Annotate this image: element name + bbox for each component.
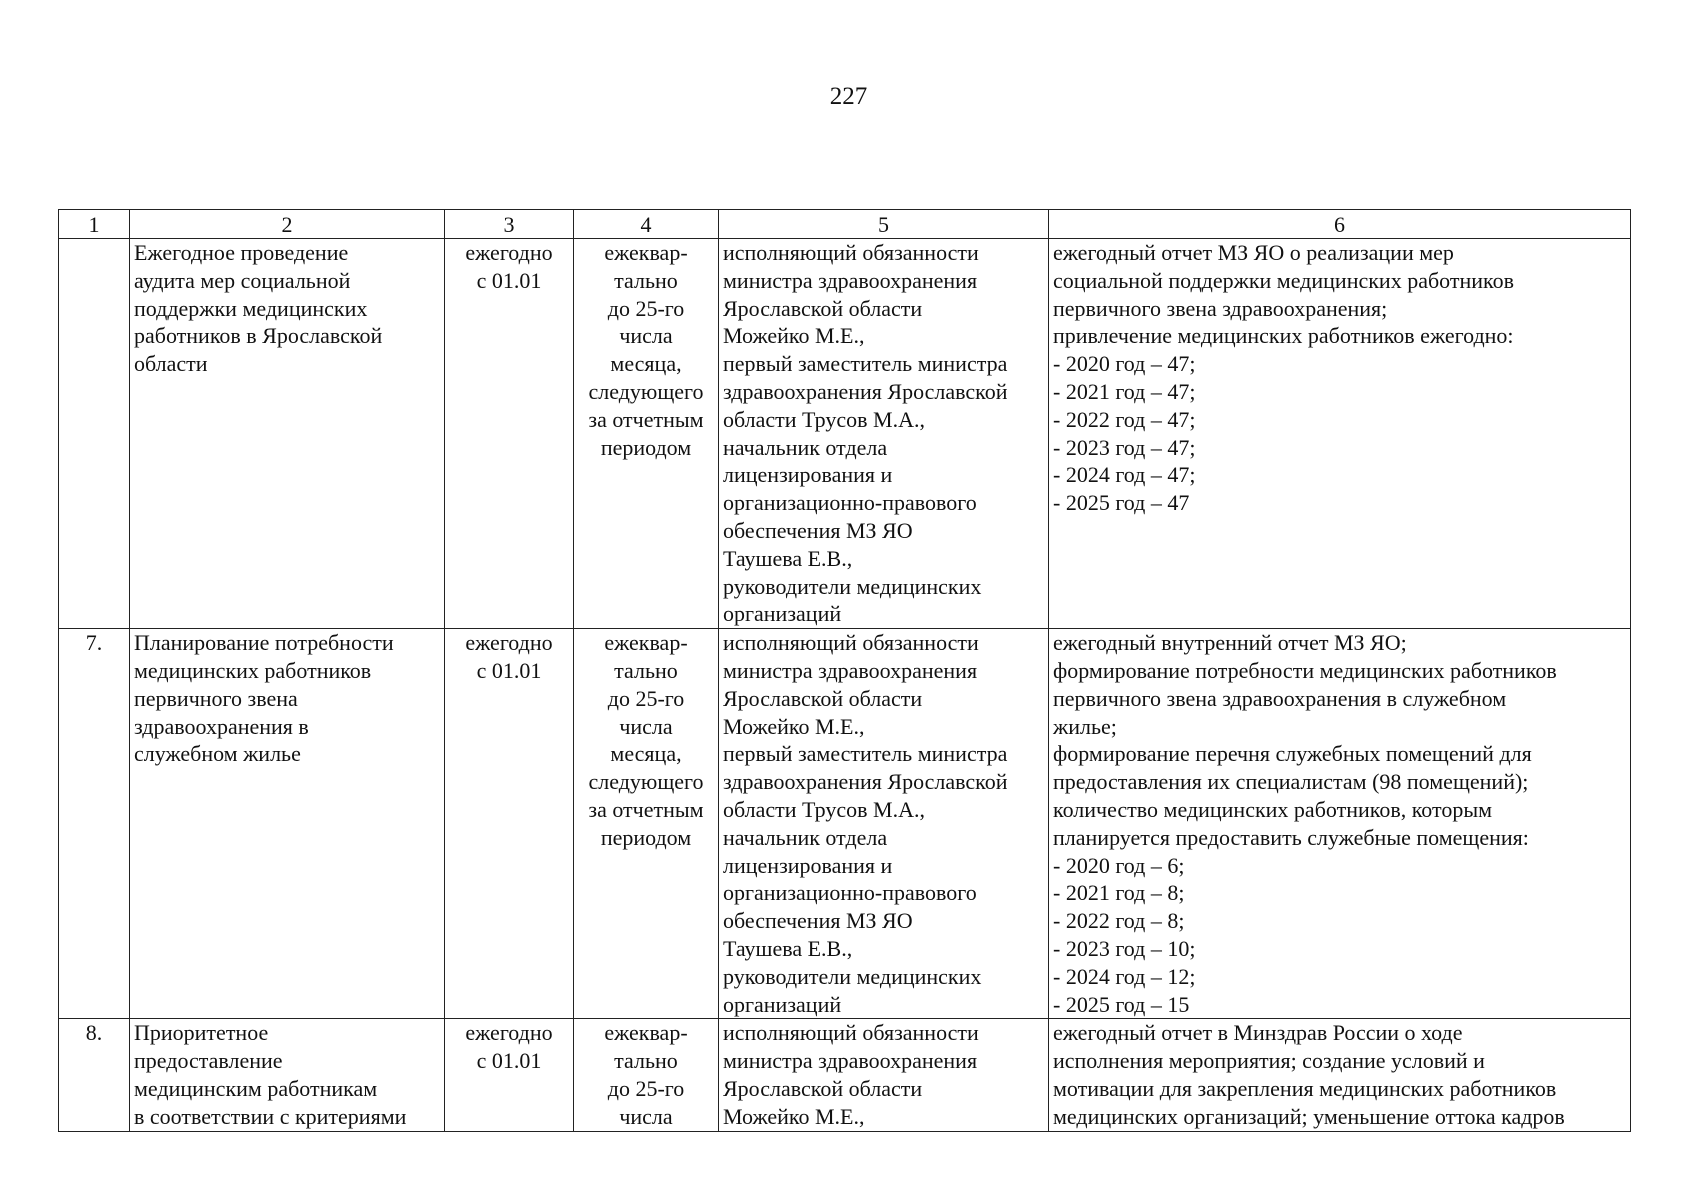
cell-line: ежеквар- (604, 240, 688, 265)
cell-line: организаций (723, 991, 842, 1017)
cell-line: - 2023 год – 47; (1053, 434, 1196, 460)
cell-line: до 25-го (607, 295, 685, 321)
column-header-2: 2 (130, 210, 445, 239)
cell-line: Ярославской области (723, 1075, 923, 1101)
cell-line: ежегодно (465, 1020, 553, 1046)
cell-line: за отчетным (588, 406, 704, 432)
measures-table (58, 209, 1631, 1132)
cell-line: организационно-правового (723, 490, 977, 516)
cell-line: Можейко М.Е., (723, 713, 865, 739)
cell-line: в соответствии с критериями (134, 1103, 407, 1129)
row-number: 8. (59, 1019, 130, 1131)
cell-line: Ярославской области (723, 295, 923, 321)
cell-line: работников в Ярославской (134, 323, 383, 349)
cell-line: - 2024 год – 12; (1053, 963, 1196, 989)
cell-line: начальник отдела (723, 824, 888, 850)
cell-line: медицинским работникам (134, 1075, 378, 1101)
cell-line: - 2025 год – 15 (1053, 991, 1190, 1017)
deadline-cell (445, 239, 574, 629)
cell-line: за отчетным (588, 796, 704, 822)
cell-line: - 2023 год – 10; (1053, 935, 1196, 961)
cell-line: медицинских организаций; уменьшение оттока кадров (1053, 1103, 1565, 1129)
result-cell (1049, 239, 1631, 629)
cell-line: предоставления их специалистам (98 помещений); (1053, 769, 1529, 795)
column-header-5: 5 (719, 210, 1049, 239)
column-header-1: 1 (59, 210, 130, 239)
responsible-cell (719, 239, 1049, 629)
cell-line: мотивации для закрепления медицинских работников (1053, 1075, 1557, 1101)
cell-line: первичного звена здравоохранения; (1053, 295, 1388, 321)
activity-cell (130, 629, 445, 1019)
table-row (59, 629, 1631, 1019)
cell-line: здравоохранения Ярославской (723, 378, 1008, 404)
cell-line: лицензирования и (723, 852, 893, 878)
cell-line: тально (614, 657, 678, 683)
cell-line: служебном жилье (134, 741, 301, 767)
cell-line: ежегодно (465, 630, 553, 656)
cell-line: числа (619, 1103, 673, 1129)
row-number: 7. (59, 629, 130, 1019)
cell-line: с 01.01 (476, 267, 542, 293)
cell-line: формирование перечня служебных помещений для (1053, 741, 1532, 767)
cell-line: периодом (600, 434, 692, 460)
cell-line: Ежегодное проведение (134, 240, 349, 265)
frequency-cell (574, 629, 719, 1019)
cell-line: руководители медицинских (723, 573, 982, 599)
column-header-3: 3 (445, 210, 574, 239)
table-row (59, 239, 1631, 629)
page-number: 227 (829, 83, 868, 110)
cell-line: исполняющий обязанности (723, 240, 979, 265)
cell-line: числа (619, 713, 673, 739)
result-cell (1049, 629, 1631, 1019)
cell-line: обеспечения МЗ ЯО (723, 908, 913, 934)
frequency-cell (574, 1019, 719, 1131)
cell-line: предоставление (134, 1048, 283, 1074)
cell-line: Ярославской области (723, 685, 923, 711)
cell-line: месяца, (610, 741, 682, 767)
cell-line: министра здравоохранения (723, 1048, 978, 1074)
cell-line: лицензирования и (723, 462, 893, 488)
row-number (59, 239, 130, 629)
cell-line: привлечение медицинских работников ежегодно: (1053, 323, 1514, 349)
cell-line: Таушева Е.В., (723, 935, 853, 961)
cell-line: числа (619, 323, 673, 349)
cell-line: поддержки медицинских (134, 295, 368, 321)
result-cell (1049, 1019, 1631, 1131)
cell-line: министра здравоохранения (723, 657, 978, 683)
cell-line: медицинских работников (134, 657, 372, 683)
cell-line: области Трусов М.А., (723, 796, 925, 822)
cell-line: периодом (600, 824, 692, 850)
cell-line: начальник отдела (723, 434, 888, 460)
cell-line: ежегодный внутренний отчет МЗ ЯО; (1053, 630, 1407, 656)
column-header-6: 6 (1049, 210, 1631, 239)
activity-cell (130, 1019, 445, 1131)
cell-line: области Трусов М.А., (723, 406, 925, 432)
cell-line: социальной поддержки медицинских работников (1053, 267, 1514, 293)
cell-line: здравоохранения в (134, 713, 309, 739)
cell-line: ежеквар- (604, 630, 688, 656)
cell-line: первичного звена здравоохранения в служебном (1053, 685, 1507, 711)
cell-line: Можейко М.Е., (723, 323, 865, 349)
cell-line: формирование потребности медицинских работников (1053, 657, 1557, 683)
cell-line: первый заместитель министра (723, 351, 1008, 377)
cell-line: - 2022 год – 8; (1053, 908, 1185, 934)
cell-line: месяца, (610, 351, 682, 377)
cell-line: министра здравоохранения (723, 267, 978, 293)
cell-line: области (134, 351, 208, 377)
responsible-cell (719, 1019, 1049, 1131)
cell-line: количество медицинских работников, которым (1053, 796, 1493, 822)
cell-line: организационно-правового (723, 880, 977, 906)
cell-line: с 01.01 (476, 1048, 542, 1074)
deadline-cell (445, 1019, 574, 1131)
cell-line: - 2021 год – 47; (1053, 378, 1196, 404)
cell-line: исполнения мероприятия; создание условий и (1053, 1048, 1485, 1074)
cell-line: планируется предоставить служебные помещения: (1053, 824, 1529, 850)
cell-line: - 2025 год – 47 (1053, 490, 1190, 516)
cell-line: аудита мер социальной (134, 267, 351, 293)
activity-cell (130, 239, 445, 629)
cell-line: ежегодный отчет в Минздрав России о ходе (1053, 1020, 1463, 1046)
cell-line: до 25-го (607, 685, 685, 711)
cell-line: здравоохранения Ярославской (723, 769, 1008, 795)
cell-line: - 2020 год – 47; (1053, 351, 1196, 377)
column-header-4: 4 (574, 210, 719, 239)
cell-line: тально (614, 1048, 678, 1074)
cell-line: - 2020 год – 6; (1053, 852, 1185, 878)
cell-line: Можейко М.Е., (723, 1103, 865, 1129)
cell-line: ежегодно (465, 240, 553, 265)
table-row (59, 1019, 1631, 1131)
responsible-cell (719, 629, 1049, 1019)
table-body (59, 239, 1631, 1132)
header-row (59, 210, 1631, 239)
cell-line: руководители медицинских (723, 963, 982, 989)
cell-line: - 2021 год – 8; (1053, 880, 1185, 906)
cell-line: первый заместитель министра (723, 741, 1008, 767)
cell-line: организаций (723, 601, 842, 627)
cell-line: ежеквар- (604, 1020, 688, 1046)
cell-line: первичного звена (134, 685, 298, 711)
cell-line: - 2022 год – 47; (1053, 406, 1196, 432)
cell-line: Приоритетное (134, 1020, 269, 1046)
cell-line: с 01.01 (476, 657, 542, 683)
cell-line: тально (614, 267, 678, 293)
cell-line: - 2024 год – 47; (1053, 462, 1196, 488)
cell-line: исполняющий обязанности (723, 1020, 979, 1046)
cell-line: исполняющий обязанности (723, 630, 979, 656)
cell-line: Таушева Е.В., (723, 545, 853, 571)
cell-line: следующего (588, 378, 704, 404)
cell-line: обеспечения МЗ ЯО (723, 517, 913, 543)
frequency-cell (574, 239, 719, 629)
deadline-cell (445, 629, 574, 1019)
cell-line: Планирование потребности (134, 630, 394, 656)
cell-line: ежегодный отчет МЗ ЯО о реализации мер (1053, 240, 1454, 265)
cell-line: до 25-го (607, 1075, 685, 1101)
cell-line: жилье; (1053, 713, 1117, 739)
cell-line: следующего (588, 769, 704, 795)
